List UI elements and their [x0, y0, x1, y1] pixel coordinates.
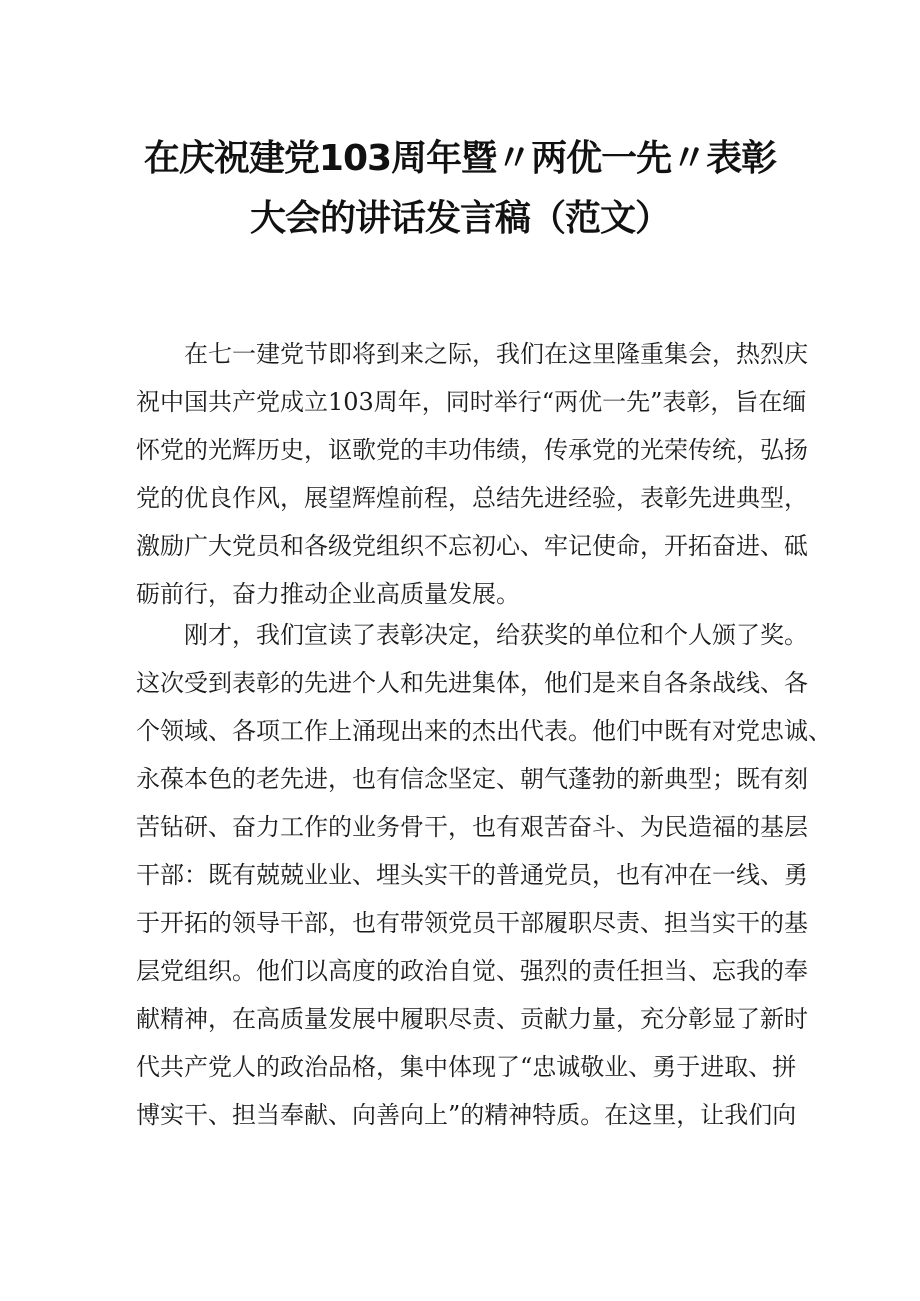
paragraph-line: 个领域、各项工作上涌现出来的杰出代表。他们中既有对党忠诚、	[136, 717, 832, 745]
paragraph-line: 在七一建党节即将到来之际，我们在这里隆重集会，热烈庆	[184, 340, 808, 368]
paragraph-line: 博实干、担当奉献、向善向上”的精神特质。在这里，让我们向	[136, 1101, 797, 1129]
paragraph-line: 这次受到表彰的先进个人和先进集体，他们是来自各条战线、各	[136, 669, 808, 697]
paragraph-line: 于开拓的领导干部，也有带领党员干部履职尽责、担当实干的基	[136, 909, 808, 937]
paragraph-line: 层党组织。他们以高度的政治自觉、强烈的责任担当、忘我的奉	[136, 957, 808, 985]
paragraph-line: 献精神，在高质量发展中履职尽责、贡献力量，充分彰显了新时	[136, 1005, 808, 1033]
document-title-line-1: 在庆祝建党103周年暨〃两优一先〃表彰	[143, 138, 777, 179]
paragraph-1	[136, 330, 808, 618]
paragraph-line: 党的优良作风，展望辉煌前程，总结先进经验，表彰先进典型，	[136, 484, 808, 512]
paragraph-line: 永葆本色的老先进，也有信念坚定、朝气蓬勃的新典型；既有刻	[136, 765, 808, 793]
document-title-line-2: 大会的讲话发言稿（范文）	[249, 198, 670, 239]
paragraph-line: 祝中国共产党成立103周年，同时举行“两优一先”表彰，旨在缅	[136, 388, 807, 416]
paragraph-line: 苦钻研、奋力工作的业务骨干，也有艰苦奋斗、为民造福的基层	[136, 813, 808, 841]
paragraph-line: 代共产党人的政治品格，集中体现了“忠诚敬业、勇于进取、拼	[136, 1053, 797, 1081]
paragraph-line: 砺前行，奋力推动企业高质量发展。	[136, 580, 520, 608]
paragraph-2	[136, 611, 832, 1139]
paragraph-line: 怀党的光辉历史，讴歌党的丰功伟绩，传承党的光荣传统，弘扬	[136, 436, 808, 464]
paragraph-line: 干部：既有兢兢业业、埋头实干的普通党员，也有冲在一线、勇	[136, 861, 808, 889]
paragraph-line: 激励广大党员和各级党组织不忘初心、牢记使命，开拓奋进、砥	[136, 532, 808, 560]
paragraph-line: 刚才，我们宣读了表彰决定，给获奖的单位和个人颁了奖。	[184, 621, 808, 649]
